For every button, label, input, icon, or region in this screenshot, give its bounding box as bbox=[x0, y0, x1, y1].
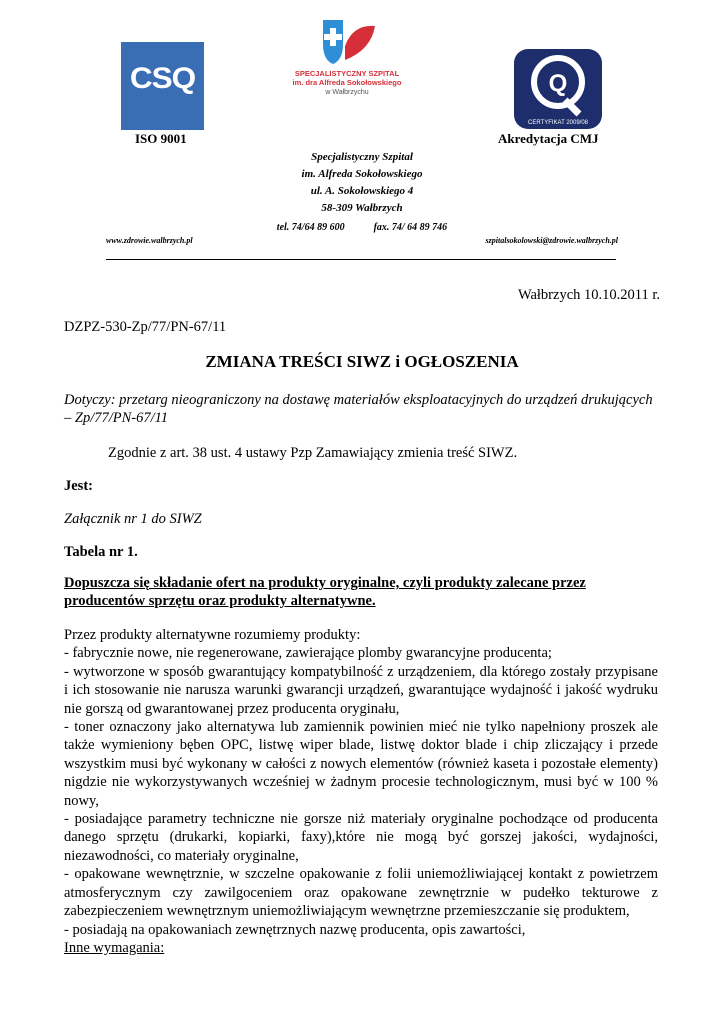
csq-logo bbox=[121, 42, 204, 130]
document-date: Wałbrzych 10.10.2011 r. bbox=[517, 287, 660, 303]
list-item: - opakowane wewnętrznie, w szczelne opakowanie z folii uniemożliwiającej kontakt z powietrzem atmosferycznym czy zawilgoceniem oraz opakowane zewnętrznie w pudełko tekturowe z zabezpieczeniem wewnętrznym uniemożliwiającym wewnętrzne przemieszczanie się produktem, bbox=[64, 866, 658, 920]
other-requirements-heading: Inne wymagania: bbox=[64, 939, 165, 956]
table-label: Tabela nr 1. bbox=[64, 544, 138, 560]
cmj-logo bbox=[513, 48, 603, 130]
cmj-quality-icon bbox=[513, 48, 603, 130]
header-divider bbox=[106, 259, 616, 260]
hospital-logo bbox=[282, 16, 412, 102]
list-item: - posiadają na opakowaniach zewnętrznych nazwę producenta, opis zawartości, bbox=[64, 921, 526, 938]
iso-label: ISO 9001 bbox=[135, 131, 187, 146]
document-subject: Dotyczy: przetarg nieograniczony na dostawę materiałów eksploatacyjnych do urządzeń drukujących – Zp/77/PN-67/11 bbox=[64, 392, 653, 427]
address-line: ul. A. Sokołowskiego 4 bbox=[310, 185, 414, 197]
document-reference: DZPZ-530-Zp/77/PN-67/11 bbox=[64, 319, 227, 335]
hospital-logo-name: SPECJALISTYCZNY SZPITAL im. dra Alfreda Sokołowskiego bbox=[292, 69, 402, 87]
email-link[interactable]: szpitalsokolowski@zdrowie.walbrzych.pl bbox=[485, 236, 618, 245]
requirements-list bbox=[64, 626, 658, 957]
list-item: - posiadające parametry techniczne nie gorsze niż materiały oryginalne pochodzące od producenta danego sprzętu (drukarki, kopiarki, faxy),które nie mogą być gorszej jakości, wydajności, niezawodności, co materiały oryginalne, bbox=[64, 811, 658, 864]
allowance-statement: Dopuszcza się składanie ofert na produkty oryginalne, czyli produkty zalecane przez producentów sprzętu oraz produkty alternatywne. bbox=[64, 575, 586, 610]
csq-logo-text: CSQ bbox=[129, 62, 196, 95]
contact-numbers bbox=[0, 222, 724, 233]
hospital-address bbox=[0, 149, 724, 217]
hospital-logo-town: w Wałbrzychu bbox=[325, 89, 369, 96]
hospital-emblem-icon bbox=[317, 16, 377, 68]
website-link[interactable]: www.zdrowie.walbrzych.pl bbox=[106, 236, 193, 245]
web-contacts bbox=[106, 236, 618, 245]
address-line: im. Alfreda Sokołowskiego bbox=[301, 168, 423, 180]
section-label-jest: Jest: bbox=[64, 478, 93, 494]
cmj-label: Akredytacja CMJ bbox=[498, 131, 599, 146]
phone-number: tel. 74/64 89 600 bbox=[276, 222, 345, 233]
list-item: - toner oznaczony jako alternatywa lub zamiennik powinien mieć nie tylko napełniony proszek ale także wymieniony bęben OPC, listwę wiper blade, listwę doktor blade i chip zliczający i przede wszystkim musi być wykonany w całości z nowych elementów (również kaseta i pozostałe elementy) nigdzie nie wykorzystywanych wcześniej w żadnym procesie technologicznym, musi być w 100 % nowy, bbox=[64, 719, 658, 809]
list-item: Przez produkty alternatywne rozumiemy produkty: bbox=[64, 627, 361, 643]
address-line: Specjalistyczny Szpital bbox=[311, 151, 413, 163]
attachment-label: Załącznik nr 1 do SIWZ bbox=[64, 511, 202, 527]
page-title: ZMIANA TREŚCI SIWZ i OGŁOSZENIA bbox=[205, 352, 519, 371]
fax-number: fax. 74/ 64 89 746 bbox=[373, 222, 448, 233]
cmj-logo-letter: Q bbox=[548, 70, 568, 97]
cmj-certificate-text: CERTYFIKAT 2009/08 bbox=[527, 120, 589, 126]
list-item: - fabrycznie nowe, nie regenerowane, zawierające plomby gwarancyjne producenta; bbox=[64, 645, 552, 662]
list-item: - wytworzone w sposób gwarantujący kompatybilność z urządzeniem, dla którego zostały przypisane i ich stosowanie nie narusza warunki gwarancji urządzeń, gwarantujące wydajność i jakość wydruku nie gorszą od gwarantowanej przez producenta oryginału, bbox=[64, 663, 658, 717]
intro-text: Zgodnie z art. 38 ust. 4 ustawy Pzp Zamawiający zmienia treść SIWZ. bbox=[108, 445, 518, 461]
address-line: 58-309 Wałbrzych bbox=[321, 202, 403, 214]
